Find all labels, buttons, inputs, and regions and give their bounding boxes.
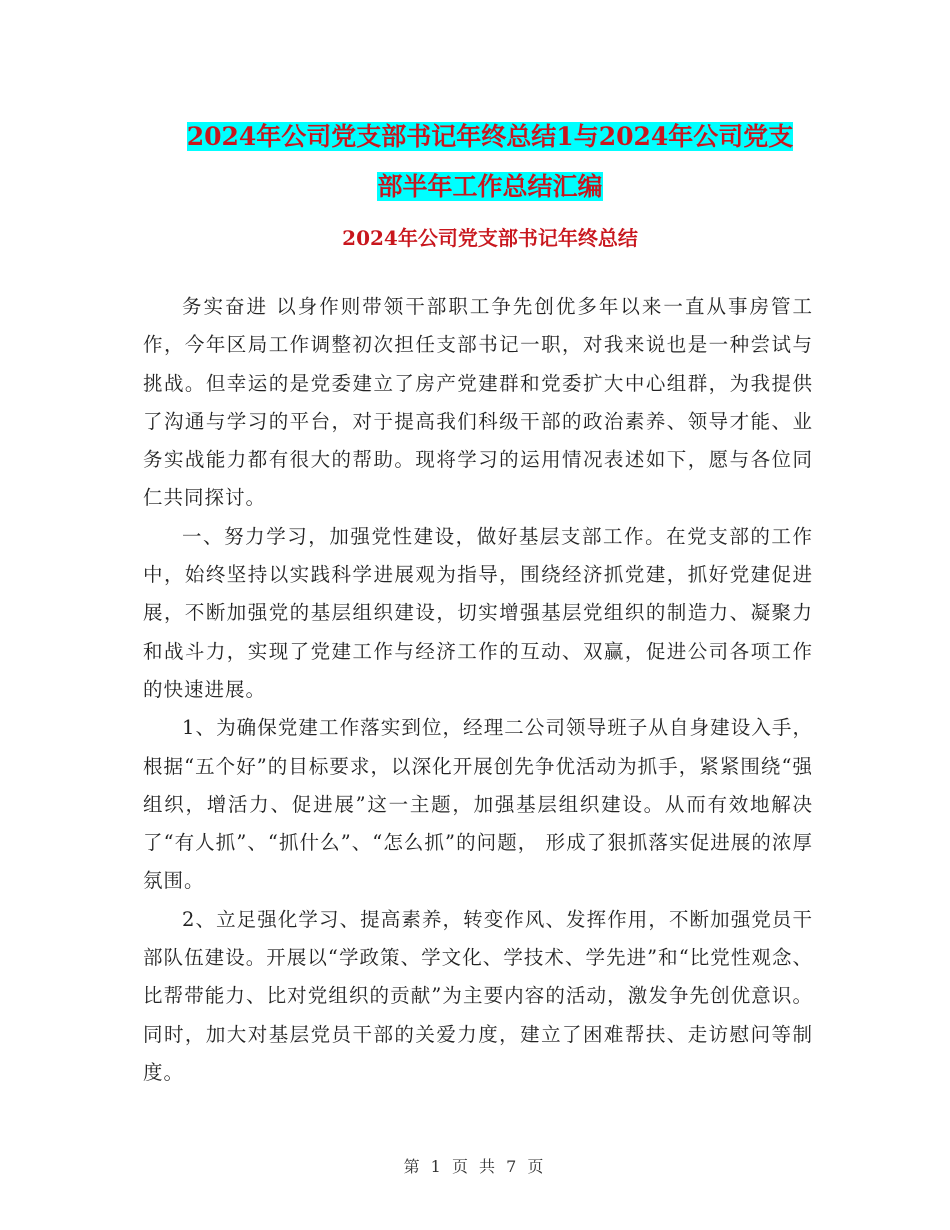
page-footer: 第 1 页 共 7 页 — [403, 1157, 547, 1176]
body-text — [143, 288, 813, 1092]
title-line-1: 2024年公司党支部书记年终总结1与2024年公司党支 — [186, 122, 794, 151]
paragraph: 2、立足强化学习、提高素养，转变作风、发挥作用，不断加强党员干部队伍建设。开展以“学政策、学文化、学技术、学先进”和“比党性观念、比帮带能力、比对党组织的贡献”为主要内容的活动，激发争先创优意识。同时，加大对基层党员干部的关爱力度，建立了困难帮扶、走访慰问等制度。 — [143, 907, 813, 1084]
title-line-2: 部半年工作总结汇编 — [377, 172, 603, 201]
paragraph: 务实奋进 以身作则带领干部职工争先创优多年以来一直从事房管工作，今年区局工作调整初次担任支部书记一职，对我来说也是一种尝试与挑战。但幸运的是党委建立了房产党建群和党委扩大中心组群，为我提供了沟通与学习的平台，对于提高我们科级干部的政治素养、领导才能、业务实战能力都有很大的帮助。现将学习的运用情况表述如下，愿与各位同仁共同探讨。 — [143, 295, 813, 510]
paragraph: 1、为确保党建工作落实到位，经理二公司领导班子从自身建设入手， 根据“五个好”的目标要求，以深化开展创先争优活动为抓手，紧紧围绕“强组织，增活力、促进展”这一主题，加强基层组织建设。从而有效地解决了“有人抓”、“抓什么”、“怎么抓”的问题， 形成了狠抓落实促进展的浓厚氛围。 — [143, 716, 813, 893]
document-title — [140, 112, 840, 212]
paragraph: 一、努力学习，加强党性建设，做好基层支部工作。在党支部的工作中，始终坚持以实践科学进展观为指导，围绕经济抓党建，抓好党建促进展，不断加强党的基层组织建设，切实增强基层党组织的制造力、凝聚力和战斗力，实现了党建工作与经济工作的互动、双赢，促进公司各项工作的快速进展。 — [143, 524, 813, 701]
section-title: 2024年公司党支部书记年终总结 — [342, 226, 638, 250]
